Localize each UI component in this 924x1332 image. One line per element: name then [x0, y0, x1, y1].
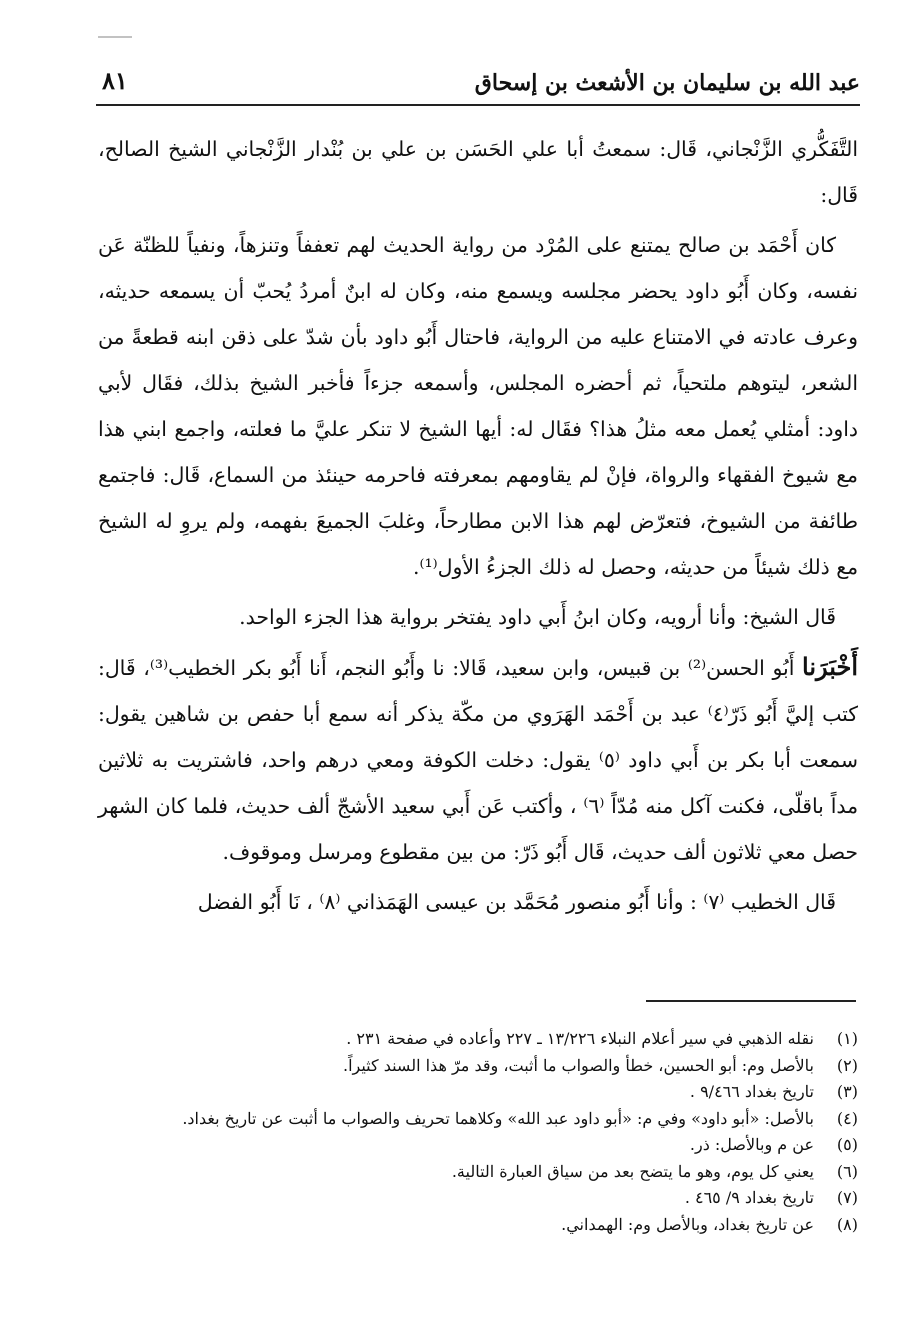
- paragraph-5: قَال الخطيب ⁽٧⁾ : وأنا أَبُو منصور مُحَمَّد بن عيسى الهَمَذاني ⁽٨⁾ ، نَا أَبُو الفضل: [197, 890, 836, 914]
- footnote-3: [98, 1079, 858, 1106]
- footnote-separator: [646, 1000, 856, 1002]
- footnote-4: [98, 1106, 858, 1133]
- footnote-number: (١): [836, 1029, 858, 1048]
- main-text: [98, 126, 858, 929]
- footnotes: [98, 1026, 858, 1238]
- footnote-8: [98, 1212, 858, 1239]
- scan-mark: [98, 36, 132, 38]
- running-header-title: عبد الله بن سليمان بن الأشعث بن إسحاق: [474, 70, 860, 96]
- footnote-text: عن م وبالأصل: ذر.: [689, 1135, 814, 1154]
- paragraph-2: كان أَحْمَد بن صالح يمتنع على المُرْد من رواية الحديث لهم تعففاً وتنزهاً، ونفياً للظنّة عَن نفسه، وكان أَبُو داود يحضر مجلسه ويسمع منه، وكان له ابنٌ أمردُ يُحبّ أن يسمعه حديثه، وعرف عادته في الامتناع عليه من الرواية، فاحتال أَبُو داود بأن شدّ على ذقن ابنه قطعةً من الشعر، ليتوهم ملتحياً، ثم أحضره المجلس، وأسمعه جزءاً فأخبر الشيخ بذلك، فقَال لأبي داود: أمثلي يُعمل معه مثلُ هذا؟ فقَال له: أيها الشيخ لا تنكر عليَّ ما فعلته، واجمع ابني هذا مع شيوخ الفقهاء والرواة، فإنْ لم يقاومهم بمعرفته فاحرمه حينئذ من السماع، قَال: فاجتمع طائفة من الشيوخ، فتعرّض لهم هذا الابن مطارحاً، وغلبَ الجميعَ بفهمه، ولم يروِ له الشيخ مع ذلك شيئاً من حديثه، وحصل له ذلك الجزءُ الأول⁽¹⁾.: [98, 233, 858, 579]
- footnote-text: نقله الذهبي في سير أعلام النبلاء ١٣/٢٢٦ ـ ٢٢٧ وأعاده في صفحة ٢٣١ .: [346, 1029, 814, 1048]
- footnote-2: [98, 1053, 858, 1080]
- footnote-7: [98, 1185, 858, 1212]
- footnote-number: (٣): [836, 1082, 858, 1101]
- footnote-text: يعني كل يوم، وهو ما يتضح بعد من سياق العبارة التالية.: [451, 1161, 814, 1181]
- footnote-text: بالأصل: «أبو داود» وفي م: «أبو داود عبد الله» وكلاهما تحريف والصواب ما أثبت عن تاريخ بغداد.: [182, 1108, 814, 1128]
- footnote-6: [98, 1159, 858, 1186]
- footnote-text: تاريخ بغداد ٩/ ٤٦٥ .: [684, 1188, 814, 1207]
- footnote-text: بالأصل وم: أبو الحسين، خطأ والصواب ما أثبت، وقد مرّ هذا السند كثيراً.: [342, 1055, 814, 1075]
- footnote-number: (٧): [836, 1188, 858, 1207]
- footnote-5: [98, 1132, 858, 1159]
- paragraph-3: قَال الشيخ: وأنا أرويه، وكان ابنُ أَبي داود يفتخر برواية هذا الجزء الواحد.: [239, 605, 836, 629]
- footnote-number: (٥): [836, 1135, 858, 1154]
- paragraph-1: التَّفَكُّري الزَّنْجاني، قَال: سمعتُ أبا علي الحَسَن بن علي بن بُنْدار الزَّنْجاني الشيخ الصالح، قَال:: [98, 137, 858, 207]
- footnote-1: [98, 1026, 858, 1053]
- footnote-number: (٢): [836, 1055, 858, 1075]
- footnote-number: (٤): [836, 1108, 858, 1128]
- page-number: ٨١: [102, 66, 128, 95]
- footnote-number: (٨): [836, 1214, 858, 1234]
- paragraph-4-lead-word: أَخْبَرَنا: [802, 652, 858, 681]
- paragraph-4: [98, 644, 858, 875]
- paragraph-4-text: أَبُو الحسن⁽²⁾ بن قبيس، وابن سعيد، قَالا: نا وأَبُو النجم، أَنا أَبُو بكر الخطيب⁽³⁾، قَال: كتب إليَّ أَبُو ذَرّ⁽٤⁾ عبد بن أَحْمَد الهَرَوي من مكّة يذكر أنه سمع أبا حفص بن شاهين يقول: سمعت أبا بكر بن أَبي داود ⁽٥⁾ يقول: دخلت الكوفة ومعي درهم واحد، فاشتريت به ثلاثين مداً باقلّى، فكنت آكل منه مُدّاً ⁽٦⁾ ، وأكتب عَن أَبي سعيد الأشجّ ألف حديث، فلما كان الشهر حصل معي ثلاثون ألف حديث، قَال أَبُو ذَرّ: من بين مقطوع ومرسل وموقوف.: [98, 656, 859, 864]
- footnote-text: تاريخ بغداد ٩/٤٦٦ .: [689, 1082, 814, 1101]
- footnote-number: (٦): [836, 1161, 858, 1181]
- running-header: [96, 62, 860, 106]
- footnote-text: عن تاريخ بغداد، وبالأصل وم: الهمداني.: [561, 1214, 814, 1234]
